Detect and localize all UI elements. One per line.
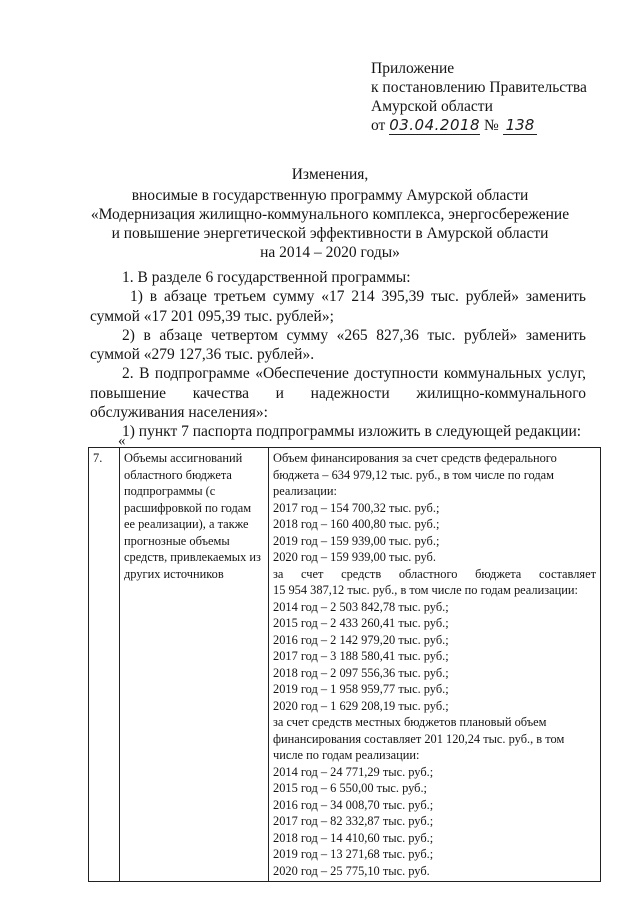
regional-year-2018: 2018 год – 2 097 556,36 тыс. руб.; <box>273 665 449 680</box>
paragraph-5: 1) пункт 7 паспорта подпрограммы изложить в следующей редакции: <box>122 423 582 441</box>
local-year-2015: 2015 год – 6 550,00 тыс. руб.; <box>273 781 427 795</box>
regional-year-2017: 2017 год – 3 188 580,41 тыс. руб.; <box>273 649 449 663</box>
passport-table <box>88 447 601 882</box>
table-row <box>89 448 601 882</box>
title-heading: Изменения, <box>291 166 369 183</box>
regional-year-2015: 2015 год – 2 433 260,41 тыс. руб.; <box>273 616 449 630</box>
document-title <box>85 165 575 262</box>
handwritten-date: 03.04.2018 <box>389 116 481 134</box>
handwritten-number: 138 <box>503 116 538 135</box>
local-intro: за счет средств местных бюджетов плановый объем финансирования составляет 201 120,24 тыс. руб., в том числе по годам реализации: <box>273 715 565 762</box>
federal-year-2017: 2017 год – 154 700,32 тыс. руб.; <box>273 500 440 515</box>
federal-intro: Объем финансирования за счет средств федерального бюджета – 634 979,12 тыс. руб., в том числе по годам реализации: <box>273 451 557 498</box>
appendix-header <box>371 59 587 135</box>
title-line-2: «Модернизация жилищно-коммунального комплекса, энергосбережение <box>90 206 570 223</box>
row-name-cell: Объемы ассигнований областного бюджета подпрограммы (с расшифровкой по годам ее реализации), а также прогнозные объемы средств, привлекаемых из других источников <box>120 448 269 882</box>
appendix-date-number <box>371 116 587 135</box>
regional-year-2016: 2016 год – 2 142 979,20 тыс. руб.; <box>273 632 449 647</box>
appendix-label: Приложение <box>371 60 455 77</box>
title-line-3: и повышение энергетической эффективности в Амурской области <box>111 225 549 242</box>
row-financing-cell <box>269 448 601 882</box>
local-year-2017: 2017 год – 82 332,87 тыс. руб.; <box>273 814 434 828</box>
title-line-1: вносимые в государственную программу Амурской области <box>131 187 529 204</box>
document-body <box>90 268 586 442</box>
local-year-2018: 2018 год – 14 410,60 тыс. руб.; <box>273 830 434 845</box>
federal-year-2019: 2019 год – 159 939,00 тыс. руб.; <box>273 533 440 548</box>
paragraph-1: 1. В разделе 6 государственной программы: <box>122 269 411 286</box>
paragraph-2: 1) в абзаце третьем сумму «17 214 395,39 тыс. рублей» заменить суммой «17 201 095,39 тыс. рублей»; <box>90 288 586 325</box>
local-year-2020: 2020 год – 25 775,10 тыс. руб. <box>273 863 430 878</box>
paragraph-3: 2) в абзаце четвертом сумму «265 827,36 тыс. рублей» заменить суммой «279 127,36 тыс. рублей». <box>90 326 586 364</box>
opening-quote: « <box>118 433 126 449</box>
row-number-cell: 7. <box>89 448 120 882</box>
regional-year-2020: 2020 год – 1 629 208,19 тыс. руб.; <box>273 698 449 713</box>
federal-year-2018: 2018 год – 160 400,80 тыс. руб.; <box>273 517 440 531</box>
appendix-region: Амурской области <box>371 98 493 115</box>
federal-year-2020: 2020 год – 159 939,00 тыс. руб. <box>273 550 436 564</box>
date-prefix: от <box>371 117 386 134</box>
regional-year-2014: 2014 год – 2 503 842,78 тыс. руб.; <box>273 599 449 614</box>
number-label: № <box>483 117 499 134</box>
paragraph-4: 2. В подпрограмме «Обеспечение доступности коммунальных услуг, повышение качества и надежности жилищно-коммунального обслуживания населения»: <box>90 365 586 422</box>
local-year-2019: 2019 год – 13 271,68 тыс. руб.; <box>273 847 434 861</box>
title-line-4: на 2014 – 2020 годы» <box>260 244 400 261</box>
regional-intro-line-1: за счет средств областного бюджета составляет <box>273 566 596 581</box>
local-year-2016: 2016 год – 34 008,70 тыс. руб.; <box>273 797 434 812</box>
regional-intro-line-2: 15 954 387,12 тыс. руб., в том числе по годам реализации: <box>273 583 578 597</box>
local-year-2014: 2014 год – 24 771,29 тыс. руб.; <box>273 764 434 779</box>
regional-year-2019: 2019 год – 1 958 959,77 тыс. руб.; <box>273 682 449 696</box>
appendix-resolution-ref: к постановлению Правительства <box>371 79 587 96</box>
